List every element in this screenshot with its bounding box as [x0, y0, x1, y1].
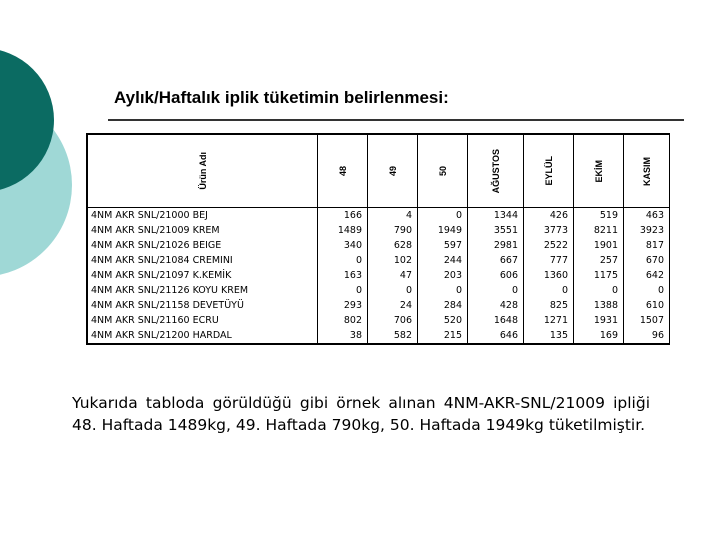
- value-cell: 428: [468, 298, 524, 313]
- value-cell: 1360: [524, 268, 574, 283]
- table-row: [88, 328, 670, 344]
- column-header-label: 50: [437, 165, 448, 176]
- value-cell: 610: [624, 298, 670, 313]
- value-cell: 1901: [574, 238, 624, 253]
- value-cell: 520: [418, 313, 468, 328]
- value-cell: 817: [624, 238, 670, 253]
- column-header: [468, 135, 524, 208]
- value-cell: 135: [524, 328, 574, 344]
- product-name-cell: 4NM AKR SNL/21009 KREM: [88, 223, 318, 238]
- value-cell: 340: [318, 238, 368, 253]
- value-cell: 646: [468, 328, 524, 344]
- value-cell: 597: [418, 238, 468, 253]
- value-cell: 1388: [574, 298, 624, 313]
- value-cell: 1175: [574, 268, 624, 283]
- column-header: [88, 135, 318, 208]
- value-cell: 628: [368, 238, 418, 253]
- value-cell: 293: [318, 298, 368, 313]
- product-name-cell: 4NM AKR SNL/21000 BEJ: [88, 208, 318, 224]
- value-cell: 0: [318, 253, 368, 268]
- value-cell: 3773: [524, 223, 574, 238]
- table-row: [88, 268, 670, 283]
- table-row: [88, 283, 670, 298]
- value-cell: 1949: [418, 223, 468, 238]
- table-row: [88, 298, 670, 313]
- column-header-label: EYLÜL: [543, 156, 554, 186]
- value-cell: 163: [318, 268, 368, 283]
- value-cell: 203: [418, 268, 468, 283]
- value-cell: 463: [624, 208, 670, 224]
- value-cell: 1507: [624, 313, 670, 328]
- value-cell: 0: [624, 283, 670, 298]
- value-cell: 1271: [524, 313, 574, 328]
- value-cell: 8211: [574, 223, 624, 238]
- table-row: [88, 253, 670, 268]
- value-cell: 790: [368, 223, 418, 238]
- value-cell: 38: [318, 328, 368, 344]
- column-header-label: 49: [387, 165, 398, 176]
- column-header-label: 48: [337, 165, 348, 176]
- value-cell: 215: [418, 328, 468, 344]
- consumption-table: [86, 133, 670, 345]
- product-name-cell: 4NM AKR SNL/21200 HARDAL: [88, 328, 318, 344]
- value-cell: 582: [368, 328, 418, 344]
- column-header: [524, 135, 574, 208]
- value-cell: 706: [368, 313, 418, 328]
- value-cell: 284: [418, 298, 468, 313]
- value-cell: 3551: [468, 223, 524, 238]
- table-row: [88, 223, 670, 238]
- table-row: [88, 208, 670, 224]
- column-header-label: KASIM: [641, 156, 652, 186]
- value-cell: 47: [368, 268, 418, 283]
- column-header: [318, 135, 368, 208]
- value-cell: 0: [524, 283, 574, 298]
- slide-title: Aylık/Haftalık iplik tüketimin belirlenmesi:: [114, 88, 449, 107]
- value-cell: 2981: [468, 238, 524, 253]
- value-cell: 3923: [624, 223, 670, 238]
- description-text: Yukarıda tabloda görüldüğü gibi örnek alınan 4NM-AKR-SNL/21009 ipliği 48. Haftada 1489kg, 49. Haftada 790kg, 50. Haftada 1949kg tüketilmiştir.: [72, 394, 650, 434]
- value-cell: 169: [574, 328, 624, 344]
- value-cell: 642: [624, 268, 670, 283]
- value-cell: 777: [524, 253, 574, 268]
- column-header-label: AĞUSTOS: [490, 148, 501, 194]
- value-cell: 1489: [318, 223, 368, 238]
- value-cell: 2522: [524, 238, 574, 253]
- value-cell: 670: [624, 253, 670, 268]
- column-header-label: EKİM: [593, 159, 604, 183]
- title-divider: [108, 119, 684, 121]
- value-cell: 0: [418, 208, 468, 224]
- value-cell: 1648: [468, 313, 524, 328]
- table-row: [88, 313, 670, 328]
- value-cell: 606: [468, 268, 524, 283]
- value-cell: 519: [574, 208, 624, 224]
- value-cell: 166: [318, 208, 368, 224]
- column-header-label: Ürün Adı: [197, 152, 208, 190]
- value-cell: 802: [318, 313, 368, 328]
- product-name-cell: 4NM AKR SNL/21158 DEVETÜYÜ: [88, 298, 318, 313]
- value-cell: 1344: [468, 208, 524, 224]
- value-cell: 667: [468, 253, 524, 268]
- value-cell: 0: [368, 283, 418, 298]
- value-cell: 96: [624, 328, 670, 344]
- value-cell: 257: [574, 253, 624, 268]
- product-name-cell: 4NM AKR SNL/21160 ECRU: [88, 313, 318, 328]
- value-cell: 24: [368, 298, 418, 313]
- value-cell: 1931: [574, 313, 624, 328]
- table-header-row: [88, 135, 670, 208]
- decorative-circles: [0, 0, 80, 300]
- column-header: [418, 135, 468, 208]
- product-name-cell: 4NM AKR SNL/21026 BEIGE: [88, 238, 318, 253]
- value-cell: 0: [574, 283, 624, 298]
- value-cell: 426: [524, 208, 574, 224]
- column-header: [574, 135, 624, 208]
- value-cell: 825: [524, 298, 574, 313]
- product-name-cell: 4NM AKR SNL/21126 KOYU KREM: [88, 283, 318, 298]
- product-name-cell: 4NM AKR SNL/21097 K.KEMİK: [88, 268, 318, 283]
- value-cell: 0: [318, 283, 368, 298]
- table-body: [88, 208, 670, 344]
- product-name-cell: 4NM AKR SNL/21084 CREMINI: [88, 253, 318, 268]
- value-cell: 0: [418, 283, 468, 298]
- column-header: [624, 135, 670, 208]
- value-cell: 0: [468, 283, 524, 298]
- value-cell: 102: [368, 253, 418, 268]
- column-header: [368, 135, 418, 208]
- table-row: [88, 238, 670, 253]
- value-cell: 244: [418, 253, 468, 268]
- value-cell: 4: [368, 208, 418, 224]
